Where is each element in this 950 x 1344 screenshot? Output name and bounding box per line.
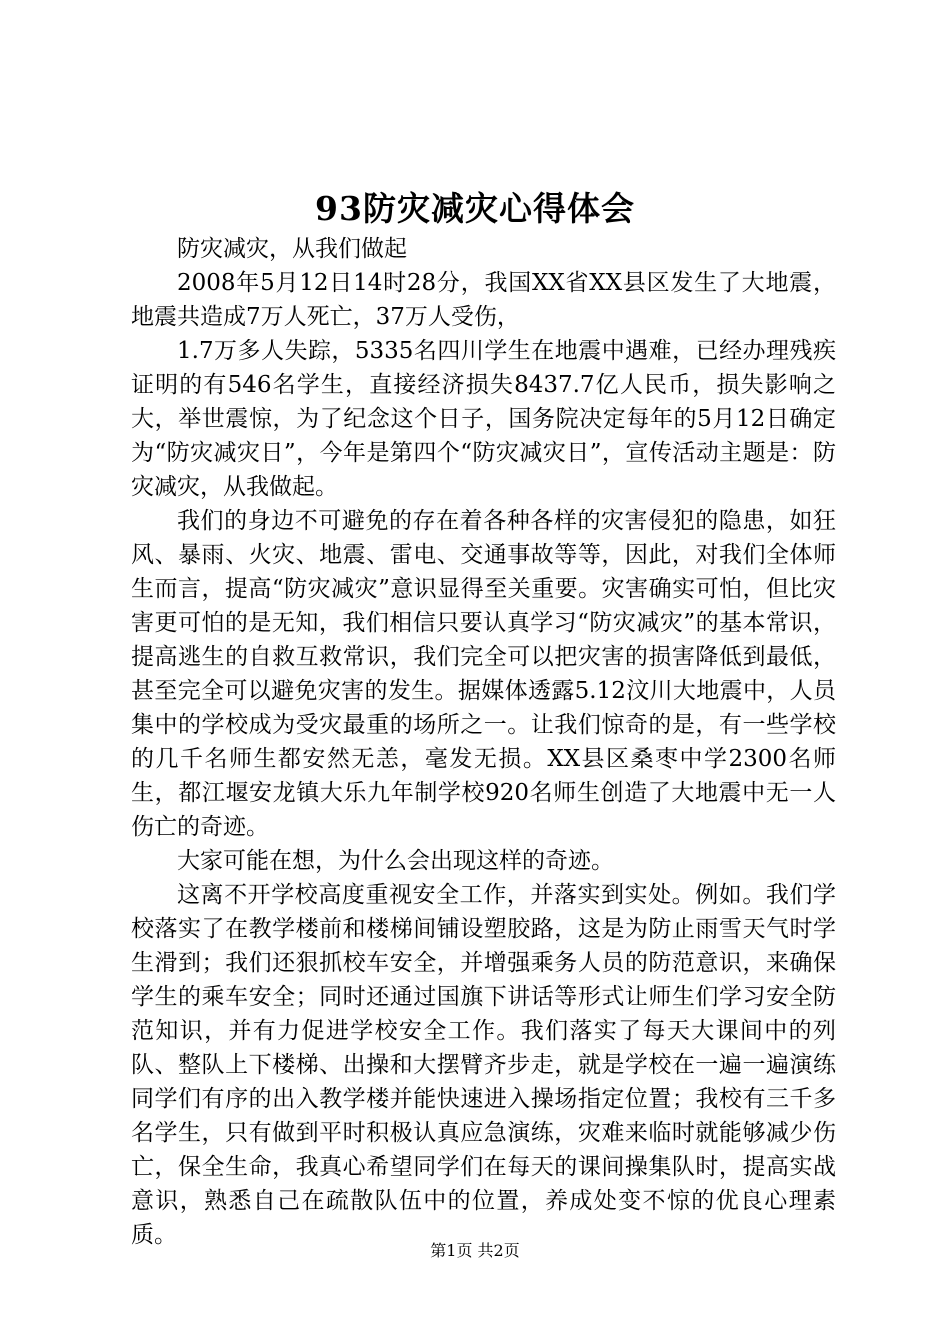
page-footer: 第1页 共2页 (430, 1241, 520, 1260)
paragraph-question: 大家可能在想，为什么会出现这样的奇迹。 (177, 848, 614, 874)
paragraph-school-safety: 这离不开学校高度重视安全工作，并落实到实处。例如。我们学校落实了在教学楼前和楼梯间铺设塑胶路，这是为防止雨雪天气时学生滑到；我们还狠抓校车安全，并增强乘务人员的防范意识，来确保学生的乘车安全；同时还通过国旗下讲话等形式让师生们学习安全防范知识，并有力促进学校安全工作。我们落实了每天大课间中的列队、整队上下楼梯、出操和大摆臂齐步走，就是学校在一遍一遍演练同学们有序的出入教学楼并能快速进入操场指定位置；我校有三千多名学生，只有做到平时积极认真应急演练，灾难来临时就能够减少伤亡，保全生命，我真心希望同学们在每天的课间操集队时，提高实战意识，熟悉自己在疏散队伍中的位置，养成处变不惊的优良心理素质。 (131, 882, 836, 1248)
document-body (131, 232, 836, 1252)
paragraph-earthquake-date: 2008年5月12日14时28分，我国XX省XX县区发生了大地震，地震共造成7万人死亡，37万人受伤， (131, 270, 836, 330)
paragraph-casualties: 1.7万多人失踪，5335名四川学生在地震中遇难，已经办理残疾证明的有546名学生，直接经济损失8437.7亿人民币，损失影响之大，举世震惊，为了纪念这个日子，国务院决定每年的5月12日确定为“防灾减灾日”，今年是第四个“防灾减灾日”，宣传活动主题是：防灾减灾，从我做起。 (131, 338, 836, 500)
document-title: 93防灾减灾心得体会 (315, 189, 635, 228)
paragraph-hazards: 我们的身边不可避免的存在着各种各样的灾害侵犯的隐患，如狂风、暴雨、火灾、地震、雷电、交通事故等等，因此，对我们全体师生而言，提高“防灾减灾”意识显得至关重要。灾害确实可怕，但比灾害更可怕的是无知，我们相信只要认真学习“防灾减灾”的基本常识，提高逃生的自救互救常识，我们完全可以把灾害的损害降低到最低，甚至完全可以避免灾害的发生。据媒体透露5.12汶川大地震中，人员集中的学校成为受灾最重的场所之一。让我们惊奇的是，有一些学校的几千名师生都安然无恙，毫发无损。XX县区桑枣中学2300名师生，都江堰安龙镇大乐九年制学校920名师生创造了大地震中无一人伤亡的奇迹。 (131, 508, 836, 840)
paragraph-subtitle: 防灾减灾，从我们做起 (177, 236, 407, 262)
